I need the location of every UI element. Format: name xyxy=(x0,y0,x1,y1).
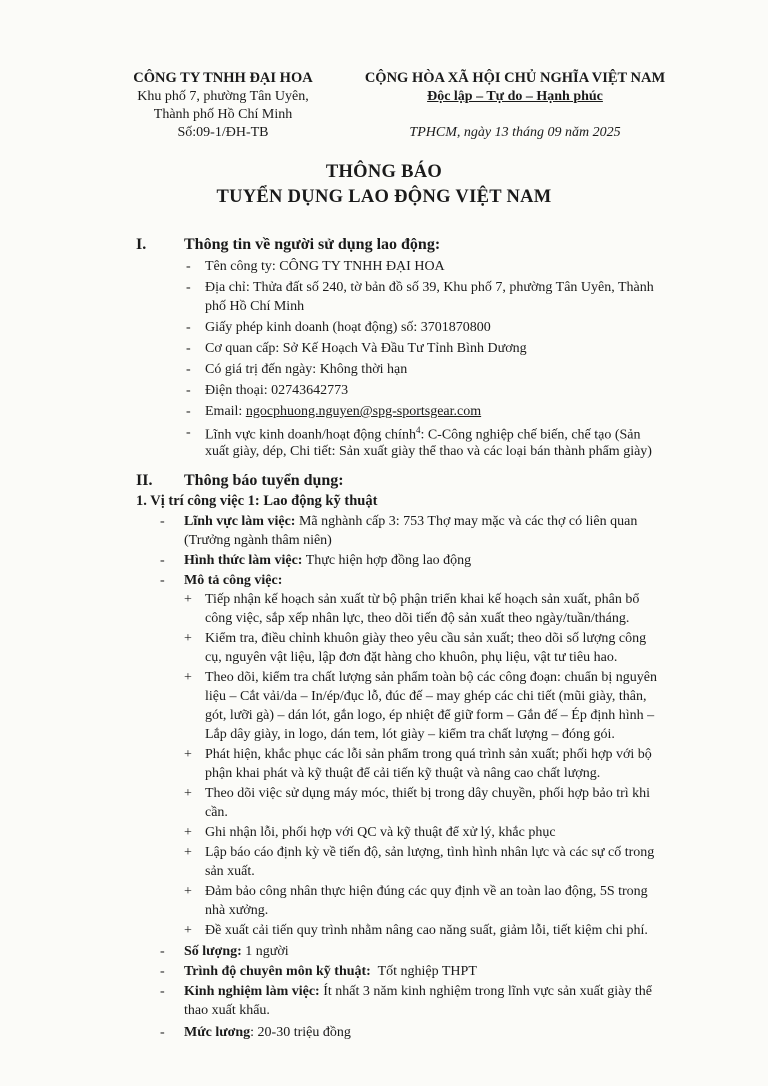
task-line: gót, lưỡi gà) – dán lót, gắn logo, ép nhiệt để giữ form – Gắn đế – Ép định hình – xyxy=(205,708,655,723)
quantity-line xyxy=(184,944,289,960)
task-line: nhà xưởng. xyxy=(205,903,269,918)
company-address-line2: Thành phố Hồ Chí Minh xyxy=(153,107,293,122)
salary-label: Mức lương xyxy=(184,1025,251,1040)
bullet-dash: - xyxy=(160,964,165,979)
work-field-value: Mã nghành cấp 3: 753 Thợ may mặc và các thợ có liên quan xyxy=(295,514,638,529)
task-line: công việc, sắp xếp nhân lực, theo dõi tiến độ sản xuất theo ngày/tuần/tháng. xyxy=(205,611,630,626)
motto-text: Độc lập – Tự do – Hạnh phúc xyxy=(427,89,603,104)
task-line: Đảm bảo công nhân thực hiện đúng các quy định về an toàn lao động, 5S trong xyxy=(205,884,648,899)
task-line: Ghi nhận lỗi, phối hợp với QC và kỹ thuật để xử lý, khắc phục xyxy=(205,825,556,840)
company-address-line1: Khu phố 7, phường Tân Uyên, xyxy=(137,89,309,104)
document-number: Số:09-1/ĐH-TB xyxy=(177,125,269,140)
national-title: CỘNG HÒA XÃ HỘI CHỦ NGHĨA VIỆT NAM xyxy=(364,70,666,86)
company-name: CÔNG TY TNHH ĐẠI HOA xyxy=(133,70,313,86)
bullet-dash: - xyxy=(160,553,165,568)
bullet-dash: - xyxy=(160,1025,165,1040)
experience-line1 xyxy=(184,984,652,1000)
education-line xyxy=(184,964,477,980)
bullet-dash: - xyxy=(160,573,165,588)
salary-line xyxy=(184,1025,351,1041)
list-item: Tên công ty: CÔNG TY TNHH ĐẠI HOA xyxy=(205,259,445,274)
work-form-label: Hình thức làm việc: xyxy=(184,553,303,568)
salary-value: : 20-30 triệu đồng xyxy=(250,1025,351,1040)
list-item: Có giá trị đến ngày: Không thời hạn xyxy=(205,362,408,377)
footnote-marker: 4 xyxy=(415,425,421,435)
email-label: Email: xyxy=(205,404,246,419)
position-title: 1. Vị trí công việc 1: Lao động kỹ thuật xyxy=(136,493,378,509)
task-line: Theo dõi việc sử dụng máy móc, thiết bị trong dây chuyền, phối hợp bảo trì khi xyxy=(205,786,651,801)
bullet-plus: + xyxy=(184,825,192,840)
quantity-label: Số lượng: xyxy=(184,944,242,959)
task-line: Phát hiện, khắc phục các lỗi sản phẩm trong quá trình sản xuất; phối hợp với bộ xyxy=(205,747,652,762)
task-line: Lập báo cáo định kỳ về tiến độ, sản lượng, tình hình nhân lực và các sự cố trong xyxy=(205,845,655,860)
bullet-dash: - xyxy=(160,514,165,529)
section1-numeral: I. xyxy=(136,236,147,253)
section2-heading: Thông báo tuyển dụng: xyxy=(184,472,344,489)
task-line: sản xuất. xyxy=(205,864,255,879)
list-item: Giấy phép kinh doanh (hoạt động) số: 3701870800 xyxy=(205,320,491,335)
business-field-label: Lĩnh vực kinh doanh/hoạt động chính xyxy=(205,427,416,443)
section2-numeral: II. xyxy=(136,472,153,489)
experience-value: Ít nhất 3 năm kinh nghiệm trong lĩnh vực sản xuất giày thể xyxy=(319,984,652,999)
section1-heading: Thông tin về người sử dụng lao động: xyxy=(184,236,441,253)
job-description-label: Mô tả công việc: xyxy=(184,573,283,588)
notice-title: THÔNG BÁO xyxy=(325,162,443,182)
bullet-plus: + xyxy=(184,747,192,762)
task-line: Theo dõi, kiểm tra chất lượng sản phẩm toàn bộ các công đoạn: chuẩn bị nguyên xyxy=(205,670,657,685)
work-form-line xyxy=(184,553,471,569)
experience-line2: thao xuất khẩu. xyxy=(184,1003,270,1018)
business-field-line2: xuất giày, dép, Chi tiết: Sản xuất giày thể thao và các loại bán thành phẩm giày) xyxy=(205,444,652,459)
bullet-plus: + xyxy=(184,845,192,860)
task-line: liệu – Cắt vải/da – In/ép/đục lỗ, đúc đế – may ghép các chi tiết (mũi giày, thân, xyxy=(205,689,647,704)
list-item: Cơ quan cấp: Sở Kế Hoạch Và Đầu Tư Tỉnh Bình Dương xyxy=(205,341,527,356)
business-field-line1 xyxy=(205,425,641,444)
email-line xyxy=(205,404,481,420)
quantity-value: 1 người xyxy=(241,944,289,959)
work-form-value: Thực hiện hợp đồng lao động xyxy=(302,553,472,568)
task-line: Tiếp nhận kế hoạch sản xuất từ bộ phận triển khai kế hoạch sản xuất, phân bổ xyxy=(205,592,640,607)
education-label: Trình độ chuyên môn kỹ thuật: xyxy=(184,964,371,979)
bullet-plus: + xyxy=(184,884,192,899)
list-item: Điện thoại: 02743642773 xyxy=(205,383,349,398)
motto xyxy=(355,89,675,105)
bullet-dash: - xyxy=(186,280,191,295)
bullet-plus: + xyxy=(184,786,192,801)
task-line: Lắp dây giày, in logo, dán tem, lót giày – kiểm tra chất lượng – đóng gói. xyxy=(205,727,615,742)
bullet-dash: - xyxy=(186,320,191,335)
experience-label: Kinh nghiệm làm việc: xyxy=(184,984,320,999)
education-value: Tốt nghiệp THPT xyxy=(370,964,477,979)
task-line: Đề xuất cải tiến quy trình nhằm nâng cao năng suất, giảm lỗi, tiết kiệm chi phí. xyxy=(205,923,648,938)
work-field-line1 xyxy=(184,514,637,530)
bullet-dash: - xyxy=(186,341,191,356)
task-line: Kiểm tra, điều chỉnh khuôn giày theo yêu cầu sản xuất; theo dõi số lượng công xyxy=(205,631,647,646)
bullet-dash: - xyxy=(186,362,191,377)
bullet-dash: - xyxy=(186,404,191,419)
task-line: cần. xyxy=(205,805,228,820)
bullet-dash: - xyxy=(186,383,191,398)
date-line: TPHCM, ngày 13 tháng 09 năm 2025 xyxy=(409,125,621,140)
bullet-dash: - xyxy=(160,944,165,959)
bullet-plus: + xyxy=(184,923,192,938)
list-item: phố Hồ Chí Minh xyxy=(205,299,305,314)
work-field-line2: (Trưởng ngành thâm niên) xyxy=(184,533,332,548)
business-field-value: : C-Công nghiệp chế biến, chế tạo (Sản xyxy=(420,427,641,443)
bullet-dash: - xyxy=(186,259,191,274)
task-line: phận khai phát và kỹ thuật để cải tiến kỹ thuật và nâng cao chất lượng. xyxy=(205,766,601,781)
task-line: cụ, nguyên vật liệu, lập đơn đặt hàng cho khuôn, phụ liệu, vật tư tiêu hao. xyxy=(205,650,618,665)
email-link[interactable]: ngocphuong.nguyen@spg-sportsgear.com xyxy=(245,404,482,419)
work-field-label: Lĩnh vực làm việc: xyxy=(184,514,296,529)
bullet-plus: + xyxy=(184,592,192,607)
bullet-plus: + xyxy=(184,670,192,685)
list-item: Địa chỉ: Thửa đất số 240, tờ bản đồ số 39, Khu phố 7, phường Tân Uyên, Thành xyxy=(205,280,654,295)
bullet-dash: - xyxy=(186,425,191,440)
notice-subtitle: TUYỂN DỤNG LAO ĐỘNG VIỆT NAM xyxy=(216,187,552,207)
bullet-dash: - xyxy=(160,984,165,999)
bullet-plus: + xyxy=(184,631,192,646)
